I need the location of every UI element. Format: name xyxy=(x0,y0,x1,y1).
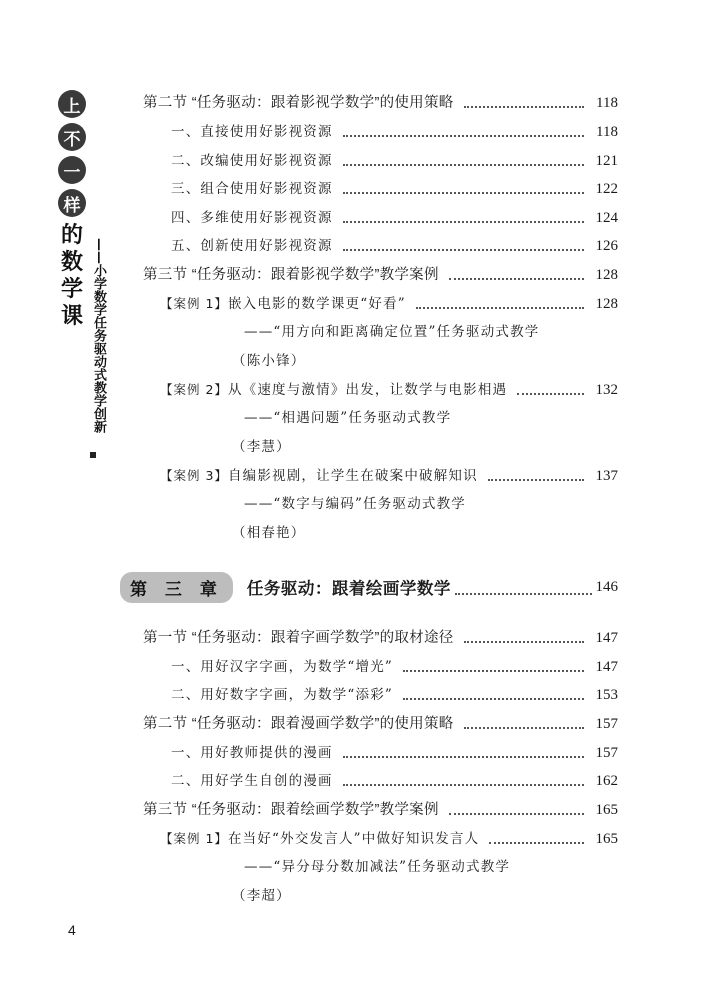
case-subtitle: ——“用方向和距离确定位置”任务驱动式教学 xyxy=(244,324,540,340)
toc-page-number: 128 xyxy=(595,267,618,283)
toc-entry[interactable] xyxy=(160,827,618,851)
dot-leader xyxy=(343,221,584,223)
toc-entry-title: 第二节 “任务驱动：跟着漫画学数学”的使用策略 xyxy=(143,716,454,732)
toc-page-number: 128 xyxy=(595,296,618,312)
toc-page-number: 153 xyxy=(595,687,618,703)
chapter-title: 任务驱动：跟着绘画学数学 xyxy=(246,579,451,598)
spine-char: 样 xyxy=(58,189,86,217)
dot-leader xyxy=(416,307,584,309)
toc-page-number: 147 xyxy=(595,659,618,675)
toc-entry-title: 第一节 “任务驱动：跟着字画学数学”的取材途径 xyxy=(143,630,454,646)
toc-entry[interactable] xyxy=(143,91,618,115)
toc-page-number: 122 xyxy=(595,181,618,197)
toc-page-number: 165 xyxy=(595,831,618,847)
case-tag: 【案例 1】 xyxy=(160,831,228,846)
toc-page-number: 157 xyxy=(595,745,618,761)
case-author: （李超） xyxy=(232,888,291,904)
case-subtitle: ——“相遇问题”任务驱动式教学 xyxy=(244,410,452,426)
toc-entry[interactable] xyxy=(171,206,618,230)
dot-leader xyxy=(343,756,584,758)
toc-entry[interactable] xyxy=(143,263,618,287)
dot-leader xyxy=(403,698,584,700)
toc-entry[interactable] xyxy=(160,292,618,316)
toc-entry[interactable] xyxy=(171,177,618,201)
chapter-label: 第 三 章 xyxy=(120,572,233,603)
dot-leader xyxy=(343,784,584,786)
toc-entry-title: 一、用好汉字字画，为数学“增光” xyxy=(171,659,394,675)
toc-page-number: 118 xyxy=(596,124,618,140)
dot-leader xyxy=(403,670,584,672)
case-author: （陈小锋） xyxy=(232,353,306,369)
toc-entry[interactable] xyxy=(171,120,618,144)
toc-entry[interactable] xyxy=(160,464,618,488)
dot-leader xyxy=(464,106,584,108)
dot-leader xyxy=(343,249,584,251)
dot-leader xyxy=(488,479,584,481)
case-author: （李慧） xyxy=(232,439,291,455)
toc-entry-title: 第三节 “任务驱动：跟着绘画学数学”教学案例 xyxy=(143,802,439,818)
dot-leader xyxy=(343,192,584,194)
page-number: 4 xyxy=(68,922,76,938)
toc-page-number: 118 xyxy=(596,95,618,111)
toc-entry-title: 三、组合使用好影视资源 xyxy=(171,181,333,197)
toc-entry[interactable] xyxy=(143,798,618,822)
spine-char: 上 xyxy=(58,90,86,118)
toc-entry-title: 一、直接使用好影视资源 xyxy=(171,124,333,140)
toc-page-number: 124 xyxy=(595,210,618,226)
spine-char: 课 xyxy=(60,304,83,329)
dot-leader xyxy=(455,579,592,595)
toc-entry[interactable] xyxy=(160,378,618,402)
toc-page-number: 121 xyxy=(595,153,618,169)
toc-page-number: 126 xyxy=(595,238,618,254)
toc-entry-title: 从《速度与激情》出发，让数学与电影相遇 xyxy=(227,382,508,398)
toc-entry[interactable] xyxy=(171,769,618,793)
dot-leader xyxy=(464,641,584,643)
toc-entry-title: 一、用好教师提供的漫画 xyxy=(171,745,333,761)
spine-char: 不 xyxy=(58,123,86,151)
chapter-heading[interactable] xyxy=(120,570,618,604)
dot-leader xyxy=(449,278,584,280)
toc-entry[interactable] xyxy=(171,741,618,765)
toc-entry[interactable] xyxy=(171,149,618,173)
spine-char: 的 xyxy=(60,223,83,248)
toc-entry-title: 五、创新使用好影视资源 xyxy=(171,238,333,254)
toc-entry-title: 第二节 “任务驱动：跟着影视学数学”的使用策略 xyxy=(143,95,454,111)
toc-entry-title: 二、用好数字字画，为数学“添彩” xyxy=(171,687,394,703)
toc-entry-title: 第三节 “任务驱动：跟着影视学数学”教学案例 xyxy=(143,267,439,283)
case-tag: 【案例 3】 xyxy=(160,468,228,483)
spine-char: 一 xyxy=(58,156,86,184)
case-tag: 【案例 1】 xyxy=(160,296,228,311)
spine-char: 学 xyxy=(60,277,83,302)
toc-entry-title: 四、多维使用好影视资源 xyxy=(171,210,333,226)
case-subtitle: ——“异分母分数加减法”任务驱动式教学 xyxy=(244,859,511,875)
toc-entry[interactable] xyxy=(171,683,618,707)
toc-entry[interactable] xyxy=(171,234,618,258)
dot-leader xyxy=(449,813,584,815)
toc-entry[interactable] xyxy=(171,655,618,679)
toc-entry-title: 二、改编使用好影视资源 xyxy=(171,153,333,169)
toc-entry-title: 在当好“外交发言人”中做好知识发言人 xyxy=(227,831,480,847)
spine-subtitle: ——小学数学任务驱动式教学创新 xyxy=(91,238,106,433)
toc-entry-title: 自编影视剧，让学生在破案中破解知识 xyxy=(227,468,478,484)
spine-marker xyxy=(90,452,96,458)
spine-char: 数 xyxy=(60,250,83,275)
dot-leader xyxy=(517,393,584,395)
dot-leader xyxy=(489,842,584,844)
toc-page-number: 165 xyxy=(595,802,618,818)
toc-page-number: 146 xyxy=(595,578,618,595)
toc-entry-title: 二、用好学生自创的漫画 xyxy=(171,773,333,789)
dot-leader xyxy=(343,164,584,166)
toc-page-number: 137 xyxy=(595,468,618,484)
toc-entry[interactable] xyxy=(143,626,618,650)
toc-entry-title: 嵌入电影的数学课更“好看” xyxy=(227,296,406,312)
dot-leader xyxy=(464,727,584,729)
case-author: （相春艳） xyxy=(232,525,306,541)
toc-page-number: 162 xyxy=(595,773,618,789)
toc-entry[interactable] xyxy=(143,712,618,736)
case-tag: 【案例 2】 xyxy=(160,382,228,397)
toc-page-number: 157 xyxy=(595,716,618,732)
dot-leader xyxy=(343,135,584,137)
toc-page-number: 147 xyxy=(595,630,618,646)
toc-page-number: 132 xyxy=(595,382,618,398)
case-subtitle: ——“数字与编码”任务驱动式教学 xyxy=(244,496,467,512)
